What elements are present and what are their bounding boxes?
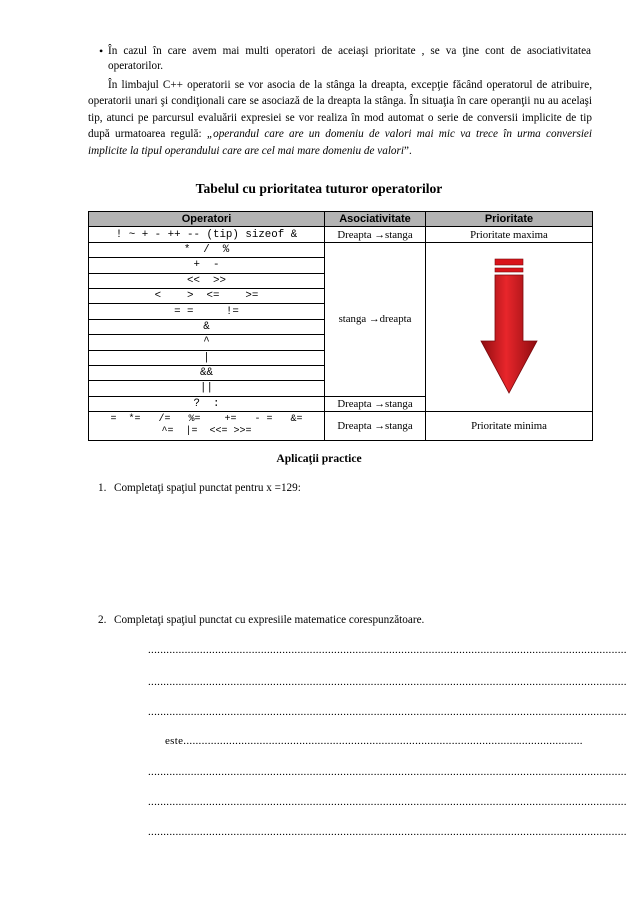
operator-cell: * / % <box>89 242 325 257</box>
answer-line: ............................................................................................................................................................. <box>148 676 627 688</box>
operator-cell: || <box>89 381 325 396</box>
intro-paragraph <box>88 77 592 159</box>
paragraph-end: ”. <box>404 144 412 157</box>
answer-line: ............................................................................................................................................................. <box>148 766 627 778</box>
answer-line: ............................................................................................................................................................. <box>148 796 627 808</box>
assoc-cell: Dreapta →stanga <box>325 227 426 242</box>
paragraph-plain: În limbajul C++ operatorii se vor asocia de la stânga la dreapta, excepţie făcând operatorul de atribuire, operatorii unari şi condiţionali care se asociază de la dreapta la stânga. În situaţia în care operanţii nu au acelaşi tip, atunci pe parcursul evaluării expresiei se vor realiza în mod automat o serie de conversii implicite de tip după urmatoarea regulă: <box>88 79 592 141</box>
table-row <box>89 412 593 441</box>
question-text: Completaţi spaţiul punctat pentru x =129: <box>114 482 301 494</box>
header-associativity: Asociativitate <box>325 212 426 227</box>
operator-cell: + - <box>89 258 325 273</box>
bullet-text: În cazul în care avem mai multi operatori de aceiaşi prioritate , se va ţine cont de asociativitatea operatorilor. <box>108 45 591 72</box>
header-operators: Operatori <box>89 212 325 227</box>
answer-line: ............................................................................................................................................................. <box>148 826 627 838</box>
question-1 <box>98 481 301 495</box>
table-row <box>89 227 593 242</box>
priority-cell: Prioritate minima <box>426 412 593 441</box>
operator-cell: && <box>89 365 325 380</box>
table-title: Tabelul cu prioritatea tuturor operatorilor <box>195 181 443 196</box>
operator-cell: | <box>89 350 325 365</box>
assoc-cell: Dreapta →stanga <box>325 412 426 441</box>
answer-line: ............................................................................................................................................................. <box>148 706 627 718</box>
table-row <box>89 242 593 257</box>
operator-cell: ! ~ + - ++ -- (tip) sizeof & <box>89 227 325 242</box>
operator-cell: = = != <box>89 304 325 319</box>
question-number: 1. <box>98 482 107 494</box>
question-text: Completaţi spaţiul punctat cu expresiile matematice corespunzătoare. <box>114 614 425 626</box>
operator-cell: = *= /= %= += - = &= ^= |= <<= >>= <box>89 412 325 441</box>
question-number: 2. <box>98 614 107 626</box>
operator-cell: << >> <box>89 273 325 288</box>
bullet-icon: • <box>99 44 104 58</box>
table-header-row <box>89 212 593 227</box>
priority-arrow-cell <box>426 242 593 411</box>
paragraph-italic: „operandul care are un domeniu de valori mai mic va trece în urma conversiei implicite la tipul operandului care are cel mai mare domeniu de valori <box>88 128 593 157</box>
operator-cell: ? : <box>89 396 325 411</box>
operator-cell: & <box>89 319 325 334</box>
header-priority: Prioritate <box>426 212 593 227</box>
priority-cell: Prioritate maxima <box>426 227 593 242</box>
operator-cell: < > <= >= <box>89 288 325 303</box>
bullet-item <box>99 44 591 74</box>
answer-line: ............................................................................................................................................................. <box>148 644 627 656</box>
answer-line: este................................................................................................................................... <box>165 735 583 747</box>
question-2 <box>98 613 425 627</box>
operators-table <box>88 211 593 441</box>
assoc-cell: stanga →dreapta <box>325 242 426 396</box>
down-arrow-icon <box>479 257 539 397</box>
assoc-cell: Dreapta →stanga <box>325 396 426 411</box>
applications-title: Aplicaţii practice <box>276 452 362 465</box>
operator-cell: ^ <box>89 335 325 350</box>
